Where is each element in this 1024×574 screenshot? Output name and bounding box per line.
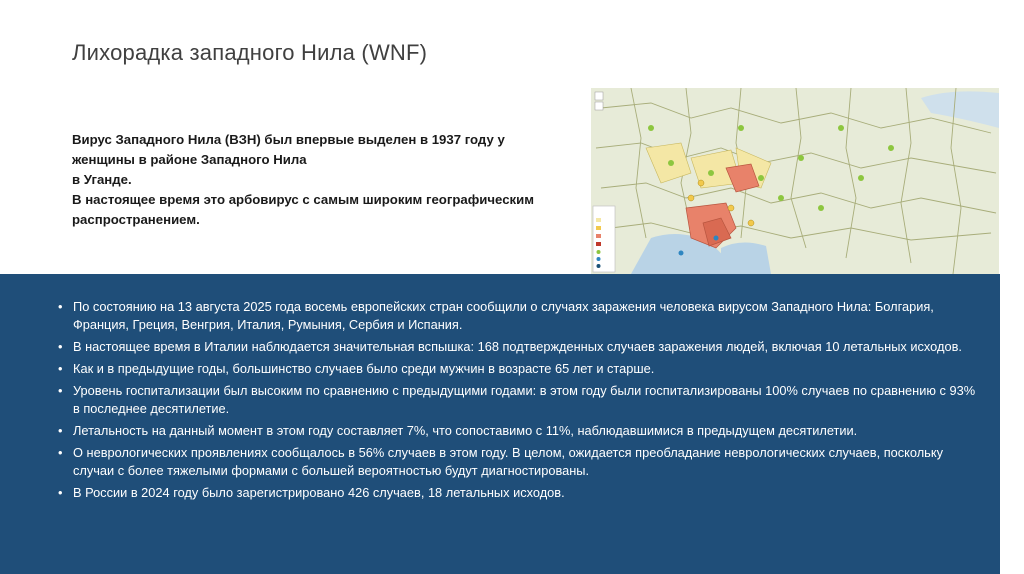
intro-text (72, 130, 572, 230)
bullet-item: • Как и в предыдущие годы, большинство случаев было среди мужчин в возрасте 65 лет и старше. (58, 360, 978, 378)
bullet-list (58, 298, 978, 506)
bullet-item: • В настоящее время в Италии наблюдается значительная вспышка: 168 подтвержденных случаев заражения людей, включая 10 летальных исходов. (58, 338, 978, 356)
bullet-item: • В России в 2024 году было зарегистрировано 426 случаев, 18 летальных исходов. (58, 484, 978, 502)
intro-line: Вирус Западного Нила (ВЗН) был впервые выделен в 1937 году у (72, 132, 505, 147)
intro-line: В настоящее время это арбовирус с самым широким географическим (72, 192, 535, 207)
intro-line: женщины в районе Западного Нила (72, 152, 307, 167)
bullet-item: • Уровень госпитализации был высоким по сравнению с предыдущими годами: в этом году были госпитализированы 100% случаев по сравнению с 93% в последнее десятилетие. (58, 382, 978, 418)
bullet-item: • По состоянию на 13 августа 2025 года восемь европейских стран сообщили о случаях заражения человека вирусом Западного Нила: Болгария, Франция, Греция, Венгрия, Италия, Румыния, Сербия и Испания. (58, 298, 978, 334)
content-panel (0, 274, 1000, 574)
region-map-svg (591, 88, 999, 274)
intro-line: в Уганде. (72, 172, 132, 187)
intro-line: распространением. (72, 212, 200, 227)
map-image (591, 88, 999, 274)
slide-title: Лихорадка западного Нила (WNF) (72, 40, 428, 65)
bullet-item: • Летальность на данный момент в этом году составляет 7%, что сопоставимо с 11%, наблюдавшимися в предыдущем десятилетии. (58, 422, 978, 440)
bullet-item: • О неврологических проявлениях сообщалось в 56% случаев в этом году. В целом, ожидается преобладание неврологических случаев, поскольку случаи с более тяжелыми формами с большей вероятностью будут диагностированы. (58, 444, 978, 480)
